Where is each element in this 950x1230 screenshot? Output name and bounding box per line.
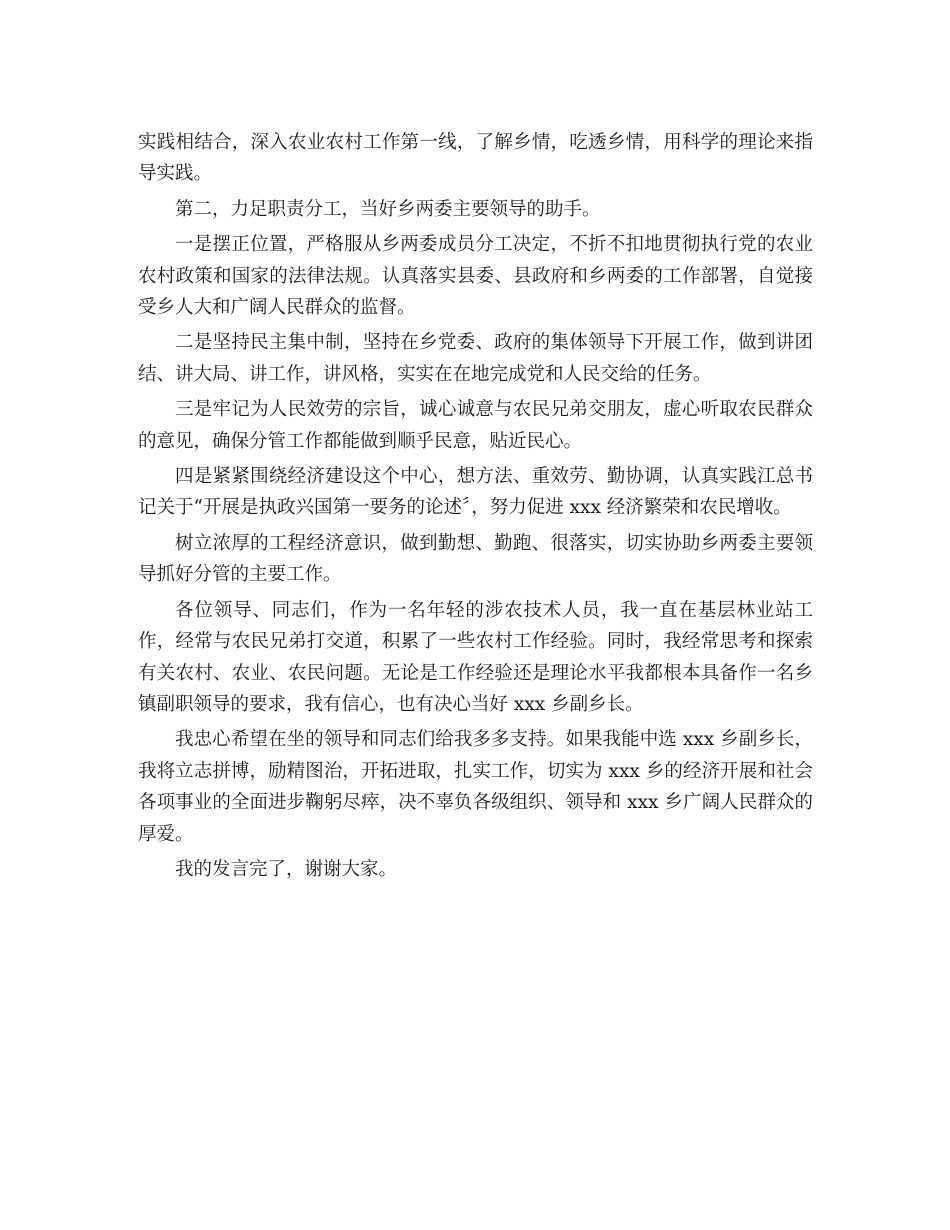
paragraph: 二是坚持民主集中制，坚持在乡党委、政府的集体领导下开展工作，做到讲团结、讲大局、讲工作，讲风格，实实在在地完成党和人民交给的任务。	[138, 332, 813, 385]
document-body	[138, 127, 813, 889]
paragraph: 我的发言完了，谢谢大家。	[175, 858, 398, 880]
paragraph: 三是牢记为人民效劳的宗旨，诚心诚意与农民兄弟交朋友，虚心听取农民群众的意见，确保分管工作都能做到顺乎民意，贴近民心。	[138, 399, 813, 452]
paragraph: 我忠心希望在坐的领导和同志们给我多多支持。如果我能中选 xxx 乡副乡长，我将立志拼博，励精图治，开拓进取，扎实工作，切实为 xxx 乡的经济开展和社会各项事业的全面进步鞠躬尽瘁，决不辜负各级组织、领导和 xxx 乡广阔人民群众的厚爱。	[138, 729, 813, 845]
paragraph: 各位领导、同志们，作为一名年轻的涉农技术人员，我一直在基层林业站工作，经常与农民兄弟打交道，积累了一些农村工作经验。同时，我经常思考和探索有关农村、农业、农民问题。无论是工作经验还是理论水平我都根本具备作一名乡镇副职领导的要求，我有信心，也有决心当好 xxx 乡副乡长。	[138, 599, 813, 715]
paragraph: 树立浓厚的工程经济意识，做到勤想、勤跑、很落实，切实协助乡两委主要领导抓好分管的主要工作。	[138, 532, 813, 586]
paragraph: 一是摆正位置，严格服从乡两委成员分工决定，不折不扣地贯彻执行党的农业农村政策和国家的法律法规。认真落实县委、县政府和乡两委的工作部署，自觉接受乡人大和广阔人民群众的监督。	[138, 234, 813, 319]
paragraph: 四是紧紧围绕经济建设这个中心，想方法、重效劳、勤协调，认真实践江总书记关于“开展是执政兴国第一要务的论述〞，努力促进 xxx 经济繁荣和农民增收。	[138, 466, 813, 519]
paragraph: 第二，力足职责分工，当好乡两委主要领导的助手。	[175, 198, 601, 220]
paragraph: 实践相结合，深入农业农村工作第一线，了解乡情，吃透乡情，用科学的理论来指导实践。	[138, 132, 813, 185]
